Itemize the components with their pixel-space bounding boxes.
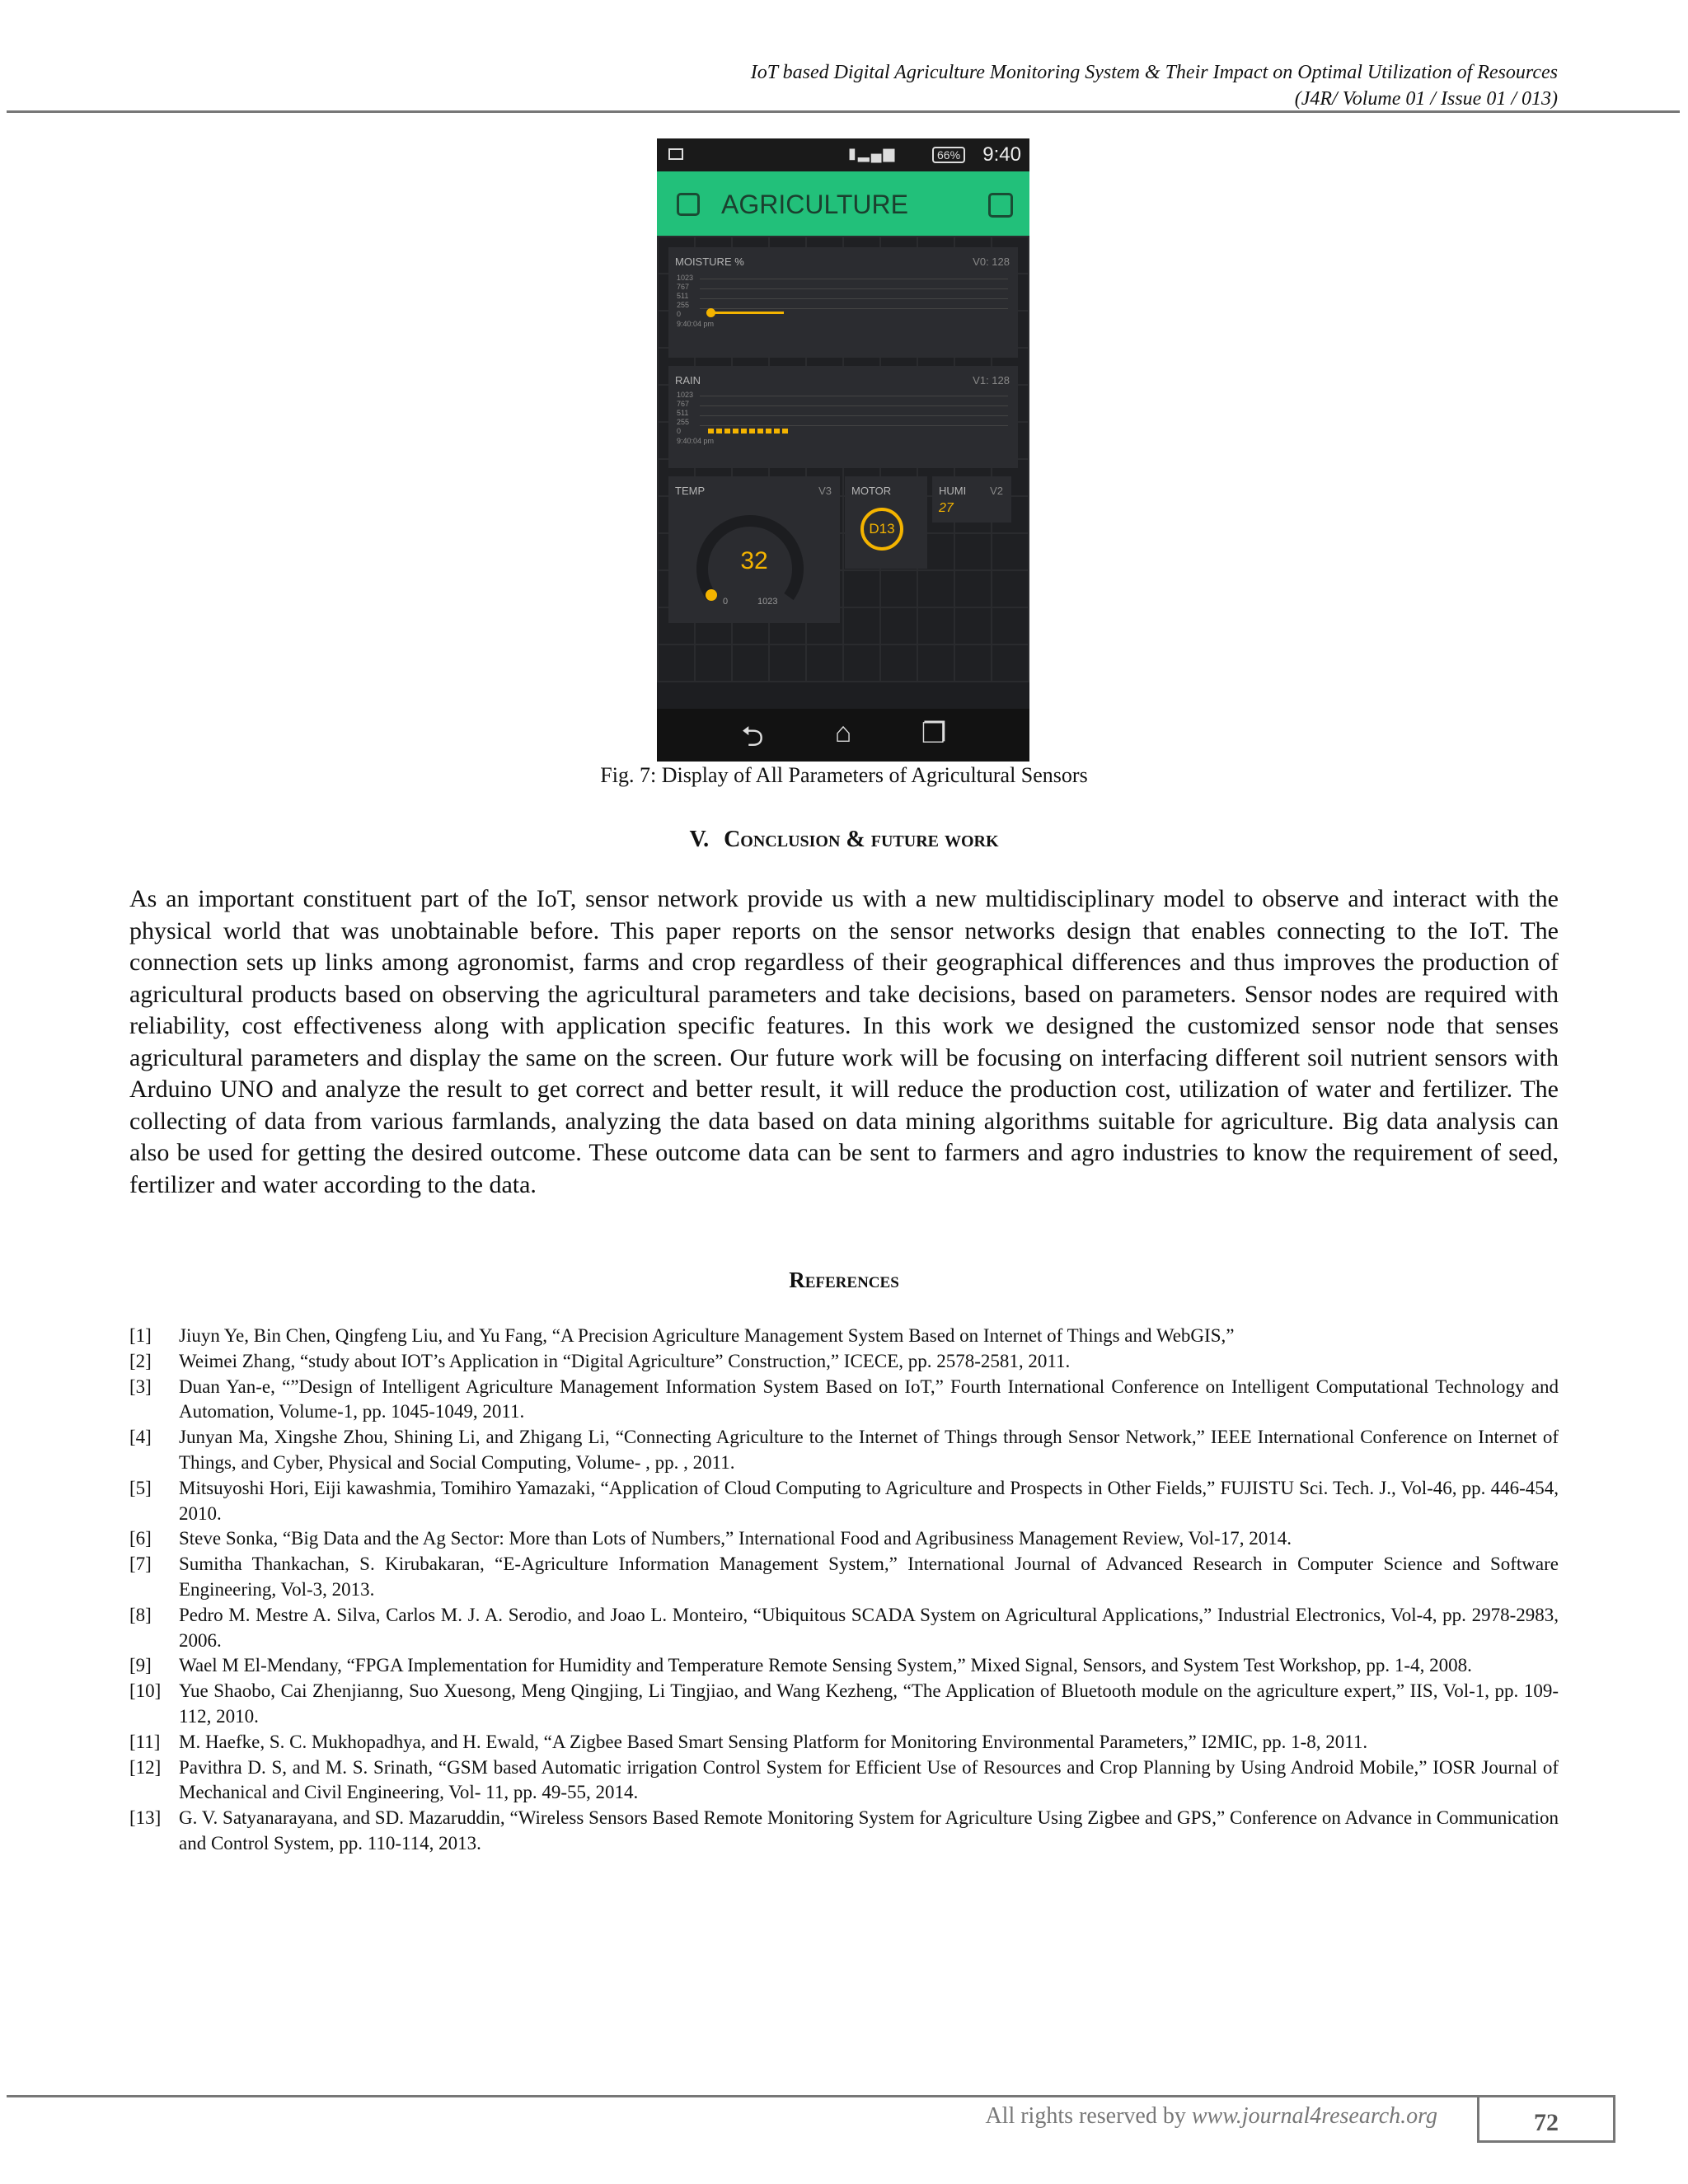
reference-number: [4] — [129, 1427, 152, 1448]
section-heading — [0, 827, 1688, 853]
grid-line — [700, 308, 1008, 309]
reference-number: [5] — [129, 1477, 152, 1498]
temp-label: TEMP — [675, 485, 706, 497]
reference-number: [10] — [129, 1680, 162, 1702]
signal-icon: ▮▂▄▆ — [848, 145, 897, 162]
temp-value: 32 — [740, 547, 768, 574]
rain-timestamp: 9:40:04 pm — [677, 437, 715, 445]
temp-gauge-widget — [668, 476, 840, 623]
running-header — [751, 59, 1558, 112]
header-title: IoT based Digital Agriculture Monitoring System & Their Impact on Optimal Utilization of Resources — [750, 62, 1558, 83]
temp-max: 1023 — [757, 597, 778, 607]
reference-text: Weimei Zhang, “study about IOT’s Application in “Digital Agriculture” Construction,” ICECE, pp. 2578-2581, 2011. — [179, 1350, 1071, 1371]
rain-tick: 0 — [677, 427, 682, 435]
app-title: AGRICULTURE — [721, 190, 908, 219]
reference-text: Steve Sonka, “Big Data and the Ag Sector: More than Lots of Numbers,” International Food and Agribusiness Management Review, Vol-17, 2014. — [179, 1528, 1292, 1549]
moisture-tick: 511 — [677, 292, 689, 300]
reference-text: G. V. Satyanarayana, and SD. Mazaruddin, “Wireless Sensors Based Remote Monitoring System for Agriculture Using Zigbee and GPS,” Conference on Advance in Communication and Control System, pp. 110-114, 2013. — [179, 1807, 1559, 1854]
header-rule — [7, 110, 1680, 113]
moisture-tick: 0 — [677, 310, 682, 318]
motor-button[interactable]: D13 — [860, 508, 903, 551]
reference-item — [129, 1679, 1559, 1730]
reference-item — [129, 1425, 1559, 1476]
reference-item — [129, 1552, 1559, 1603]
reference-text: Mitsuyoshi Hori, Eiji kawashmia, Tomihiro Yamazaki, “Application of Cloud Computing to Agriculture and Prospects in Other Fields,” FUJISTU Sci. Tech. J., Vol-46, pp. 446-454, 2010. — [179, 1477, 1559, 1524]
reference-number: [6] — [129, 1528, 152, 1549]
reference-number: [9] — [129, 1655, 152, 1676]
humi-pin: V2 — [990, 485, 1003, 497]
reference-number: [3] — [129, 1376, 152, 1397]
reference-item — [129, 1730, 1559, 1755]
rain-tick: 511 — [677, 409, 689, 417]
reference-text: Wael M El-Mendany, “FPGA Implementation for Humidity and Temperature Remote Sensing System,” Mixed Signal, Sensors, and System Test Workshop, pp. 1-4, 2008. — [179, 1655, 1472, 1676]
rain-label: RAIN — [675, 374, 701, 387]
grid-line — [700, 298, 1008, 299]
reference-item — [129, 1526, 1559, 1552]
moisture-tick: 767 — [677, 283, 690, 291]
humi-widget — [932, 476, 1011, 523]
motor-label: MOTOR — [851, 485, 892, 497]
reference-text: Junyan Ma, Xingshe Zhou, Shining Li, and Zhigang Li, “Connecting Agriculture to the Internet of Things through Sensor Network,” IEEE International Conference on Internet of Things, and Cyber, Physical and Social Computing, Volume- , pp. , 2011. — [179, 1427, 1559, 1473]
reference-number: [8] — [129, 1604, 152, 1625]
project-icon[interactable] — [677, 193, 700, 216]
moisture-pin: V0: 128 — [973, 255, 1010, 268]
section-number: V. — [689, 827, 710, 852]
settings-square-icon[interactable] — [988, 193, 1013, 218]
section-body: As an important constituent part of the IoT, sensor network provide us with a new multidisciplinary model to observe and interact with the physical world that was unobtainable before. This paper reports on the sensor networks design that enables connecting to the IoT. The connection sets up links among agronomist, farms and crop regardless of their geographical differences and thus improves the production of agricultural products based on observing the agricultural parameters and take decisions, based on parameters. Sensor nodes are required with reliability, cost effectiveness along with application specific features. In this work we designed the customized sensor node that senses agricultural parameters and display the same on the screen. Our future work will be focusing on interfacing different soil nutrient sensors with Arduino UNO and analyze the result to get correct and better result, it will reduce the production cost, utilization of water and fertilizer. The collecting of data from various farmlands, analyzing the data based on data mining algorithms suitable for agriculture. Big data analysis can also be used for getting the desired outcome. These outcome data can be sent to farmers and agro industries to know the requirement of seed, fertilizer and water according to the data. — [129, 885, 1559, 1198]
phone-screenshot — [657, 138, 1029, 762]
moisture-series-line — [710, 312, 784, 314]
back-icon[interactable]: ⮌ — [741, 721, 764, 752]
moisture-label: MOISTURE % — [675, 255, 744, 268]
humi-label: HUMI — [939, 485, 967, 497]
reference-text: M. Haefke, S. C. Mukhopadhya, and H. Ewald, “A Zigbee Based Smart Sensing Platform for Monitoring Environmental Parameters,” I2MIC, pp. 1-8, 2011. — [179, 1731, 1368, 1752]
temp-min: 0 — [723, 597, 729, 607]
reference-number: [12] — [129, 1756, 162, 1778]
moisture-point — [706, 308, 715, 317]
rain-series-bars — [708, 429, 790, 434]
reference-number: [7] — [129, 1554, 152, 1575]
dashboard-grid — [657, 236, 1029, 682]
reference-item — [129, 1476, 1559, 1527]
reference-text: Jiuyn Ye, Bin Chen, Qingfeng Liu, and Yu Fang, “A Precision Agriculture Management System Based on Internet of Things and WebGIS,” — [179, 1325, 1235, 1346]
header-issue: (J4R/ Volume 01 / Issue 01 / 013) — [1294, 88, 1558, 110]
reference-number: [2] — [129, 1350, 152, 1371]
references-heading: References — [789, 1268, 899, 1292]
footer-rule — [7, 2095, 1615, 2097]
moisture-timestamp: 9:40:04 pm — [677, 320, 715, 328]
grid-line — [700, 425, 1008, 426]
journal-url[interactable]: www.journal4research.org — [1191, 2103, 1437, 2129]
reference-item — [129, 1349, 1559, 1375]
reference-item — [129, 1375, 1559, 1426]
reference-text: Yue Shaobo, Cai Zhenjianng, Suo Xuesong, Meng Qingjing, Li Tingjiao, and Wang Kezheng, “The Application of Bluetooth module on the agriculture expert,” IIS, Vol-1, pp. 109-112, 2010. — [179, 1680, 1559, 1727]
moisture-tick: 255 — [677, 301, 690, 309]
rain-pin: V1: 128 — [973, 374, 1010, 387]
section-title: Conclusion & future work — [724, 827, 999, 852]
rain-widget — [668, 366, 1018, 468]
grid-line — [700, 405, 1008, 406]
humi-value: 27 — [939, 501, 954, 515]
page-number: 72 — [1534, 2109, 1559, 2136]
rain-tick: 767 — [677, 400, 690, 408]
moisture-widget — [668, 247, 1018, 358]
notification-icon — [668, 148, 683, 160]
temp-pin: V3 — [818, 485, 832, 497]
reference-item — [129, 1324, 1559, 1349]
figure-caption: Fig. 7: Display of All Parameters of Agricultural Sensors — [600, 763, 1088, 787]
reference-text: Sumitha Thankachan, S. Kirubakaran, “E-Agriculture Information Management System,” International Journal of Advanced Research in Computer Science and Software Engineering, Vol-3, 2013. — [179, 1554, 1559, 1600]
reference-item — [129, 1653, 1559, 1679]
moisture-tick: 1023 — [677, 274, 694, 282]
rain-tick: 1023 — [677, 391, 694, 399]
reference-item — [129, 1806, 1559, 1857]
footer-rights — [985, 2103, 1437, 2130]
reference-number: [11] — [129, 1731, 161, 1752]
reference-number: [1] — [129, 1325, 152, 1346]
grid-line — [700, 415, 1008, 416]
reference-text: Duan Yan-e, “”Design of Intelligent Agriculture Management Information System Based on IoT,” Fourth International Conference on Intelligent Computational Technology and Automation, Volume-1, pp. 1045-1049, 2011. — [179, 1376, 1559, 1422]
grid-line — [700, 288, 1008, 289]
app-toolbar — [657, 171, 1029, 236]
rain-tick: 255 — [677, 418, 690, 426]
reference-text: Pedro M. Mestre A. Silva, Carlos M. J. A. Serodio, and Joao L. Monteiro, “Ubiquitous SCADA System on Agricultural Applications,” Industrial Electronics, Vol-4, pp. 2978-2983, 2006. — [179, 1604, 1559, 1651]
phone-status-bar — [657, 138, 1029, 171]
reference-item — [129, 1603, 1559, 1654]
reference-text: Pavithra D. S, and M. S. Srinath, “GSM based Automatic irrigation Control System for Efficient Use of Resources and Crop Planning by Using Android Mobile,” IOSR Journal of Mechanical and Civil Engineering, Vol- 11, pp. 49-55, 2014. — [179, 1756, 1559, 1803]
motor-widget — [845, 476, 927, 569]
reference-list — [129, 1324, 1559, 1857]
recents-icon[interactable]: ❐ — [921, 718, 947, 749]
battery-icon: 66% — [932, 147, 965, 163]
reference-number: [13] — [129, 1807, 162, 1829]
phone-nav-bar — [657, 709, 1029, 762]
reference-item — [129, 1755, 1559, 1807]
status-time: 9:40 — [982, 143, 1021, 166]
rights-text: All rights reserved by — [985, 2103, 1192, 2129]
home-icon[interactable]: ⌂ — [834, 717, 852, 748]
